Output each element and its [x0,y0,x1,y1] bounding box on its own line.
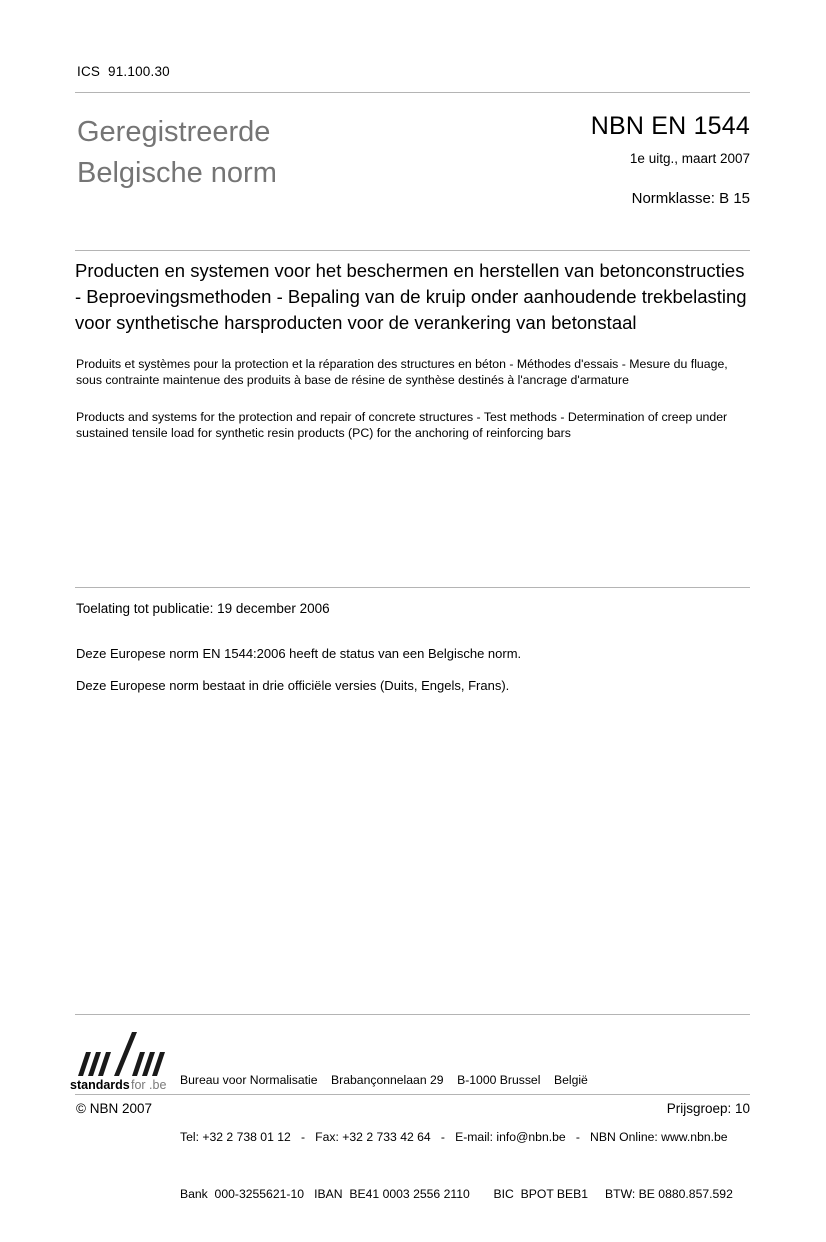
divider-under-header [75,250,750,251]
copyright-notice: © NBN 2007 [76,1101,152,1116]
standard-number: NBN EN 1544 [590,112,750,140]
norm-class: Normklasse: B 15 [631,190,750,207]
footer-contact-phone: Tel: +32 2 738 01 12 - Fax: +32 2 733 42 64 - E-mail: info@nbn.be - NBN Online: www.nbn.be [180,1130,728,1144]
footer-contact-bank: Bank 000-3255621-10 IBAN BE41 0003 2556 2110 BIC BPOT BEB1 BTW: BE 0880.857.592 [180,1187,733,1201]
divider-above-copyright [75,1094,750,1095]
registered-norm-line-1: Geregistreerde [77,116,271,148]
footer-contact-block [180,1033,733,1242]
ics-line [77,64,170,79]
price-group: Prijsgroep: 10 [666,1101,750,1116]
logo-tagline-bold: standards [70,1078,130,1092]
divider-above-publication [75,587,750,588]
ics-label: ICS [77,64,101,79]
nbn-logo [70,1030,178,1092]
publication-authorization: Toelating tot publicatie: 19 december 2006 [76,601,330,616]
footer-contact-address: Bureau voor Normalisatie Brabançonnelaan 29 B-1000 Brussel België [180,1073,588,1087]
divider-under-ics [75,92,750,93]
standard-edition: 1e uitg., maart 2007 [629,151,750,166]
title-french: Produits et systèmes pour la protection et la réparation des structures en béton - Méthodes d'essais - Mesure du fluage, sous contrainte maintenue des produits à base de résine de synthèse destinés à l'ancrage d'armature [76,357,728,388]
publication-versions-note: Deze Europese norm bestaat in drie officiële versies (Duits, Engels, Frans). [76,678,510,693]
standard-identity-block [330,112,750,209]
publication-status-note: Deze Europese norm EN 1544:2006 heeft de status van een Belgische norm. [76,646,522,661]
nbn-logo-mark [70,1030,178,1092]
ics-value: 91.100.30 [108,64,170,79]
title-dutch: Producten en systemen voor het beschermen en herstellen van betonconstructies - Beproevingsmethoden - Bepaling van de kruip onder aanhoudende trekbelasting voor synthetische harsproducten voor de verankering van betonstaal [75,260,747,333]
divider-above-footer [75,1014,750,1015]
title-english: Products and systems for the protection and repair of concrete structures - Test methods - Determination of creep under sustained tensile load for synthetic resin products (PC) for the anchoring of reinforcing bars [76,410,728,441]
logo-tagline-light: for .be [131,1078,167,1092]
registered-norm-line-2: Belgische norm [77,157,277,189]
